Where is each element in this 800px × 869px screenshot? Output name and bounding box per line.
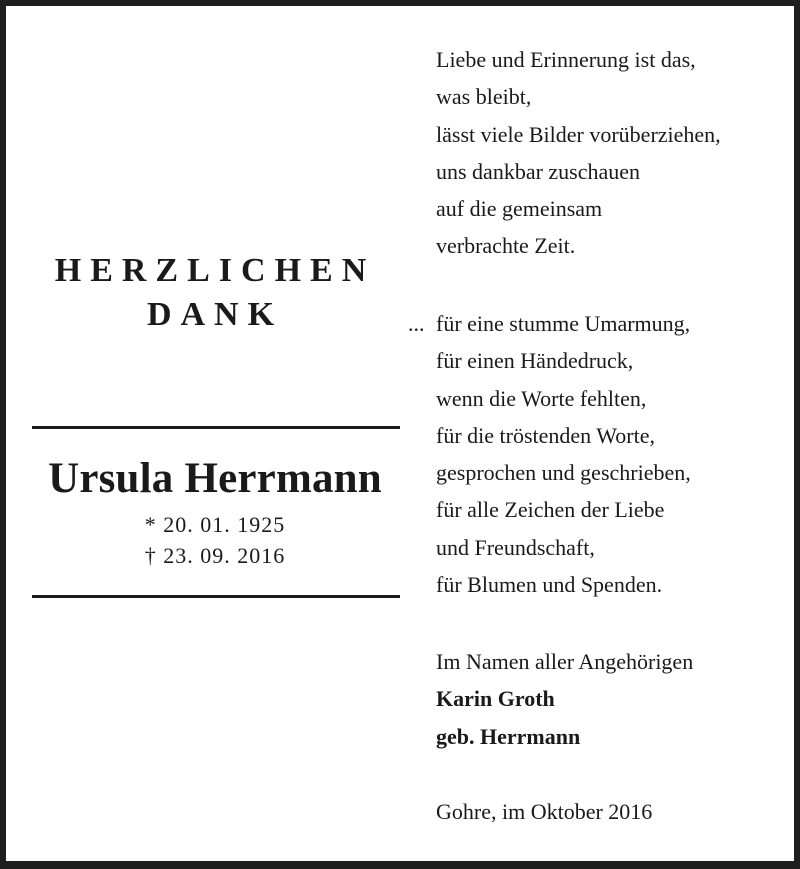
signature-maiden-name: geb. Herrmann [436,724,581,749]
poem-line: was bleibt, [436,84,532,110]
poem-line: verbrachte Zeit. [436,233,576,259]
poem-line: für die tröstenden Worte, [436,422,655,448]
poem-stanza-1 [436,41,721,265]
poem-line: für Blumen und Spenden. [436,572,663,598]
birth-date: * 20. 01. 1925 [144,512,286,537]
heading-line-2: DANK [146,296,284,333]
poem-line: auf die gemeinsam [436,196,603,222]
left-column [28,0,402,869]
signature-name: Karin Groth [436,686,555,711]
heading-line-1: HERZLICHEN [54,252,376,289]
ellipsis-prefix: ... [408,311,425,336]
deceased-name: Ursula Herrmann [48,455,382,502]
poem-line: uns dankbar zuschauen [436,158,641,184]
poem-line: gesprochen und geschrieben, [436,460,691,486]
divider-top [32,426,400,429]
poem-line: wenn die Worte fehlten, [436,385,647,411]
death-date: † 23. 09. 2016 [144,543,286,568]
poem-line: Liebe und Erinnerung ist das, [436,47,696,72]
poem-stanza-2 [408,305,691,603]
poem-line: und Freundschaft, [436,534,595,560]
poem-line: für alle Zeichen der Liebe [436,497,665,523]
divider-bottom [32,595,400,598]
poem-line: für eine stumme Umarmung, [436,311,691,336]
signature-intro: Im Namen aller Angehörigen [436,649,694,674]
place-and-date: Gohre, im Oktober 2016 [436,799,653,824]
poem-line: für einen Händedruck, [436,348,634,374]
poem-line: lässt viele Bilder vorüberziehen, [436,121,721,147]
